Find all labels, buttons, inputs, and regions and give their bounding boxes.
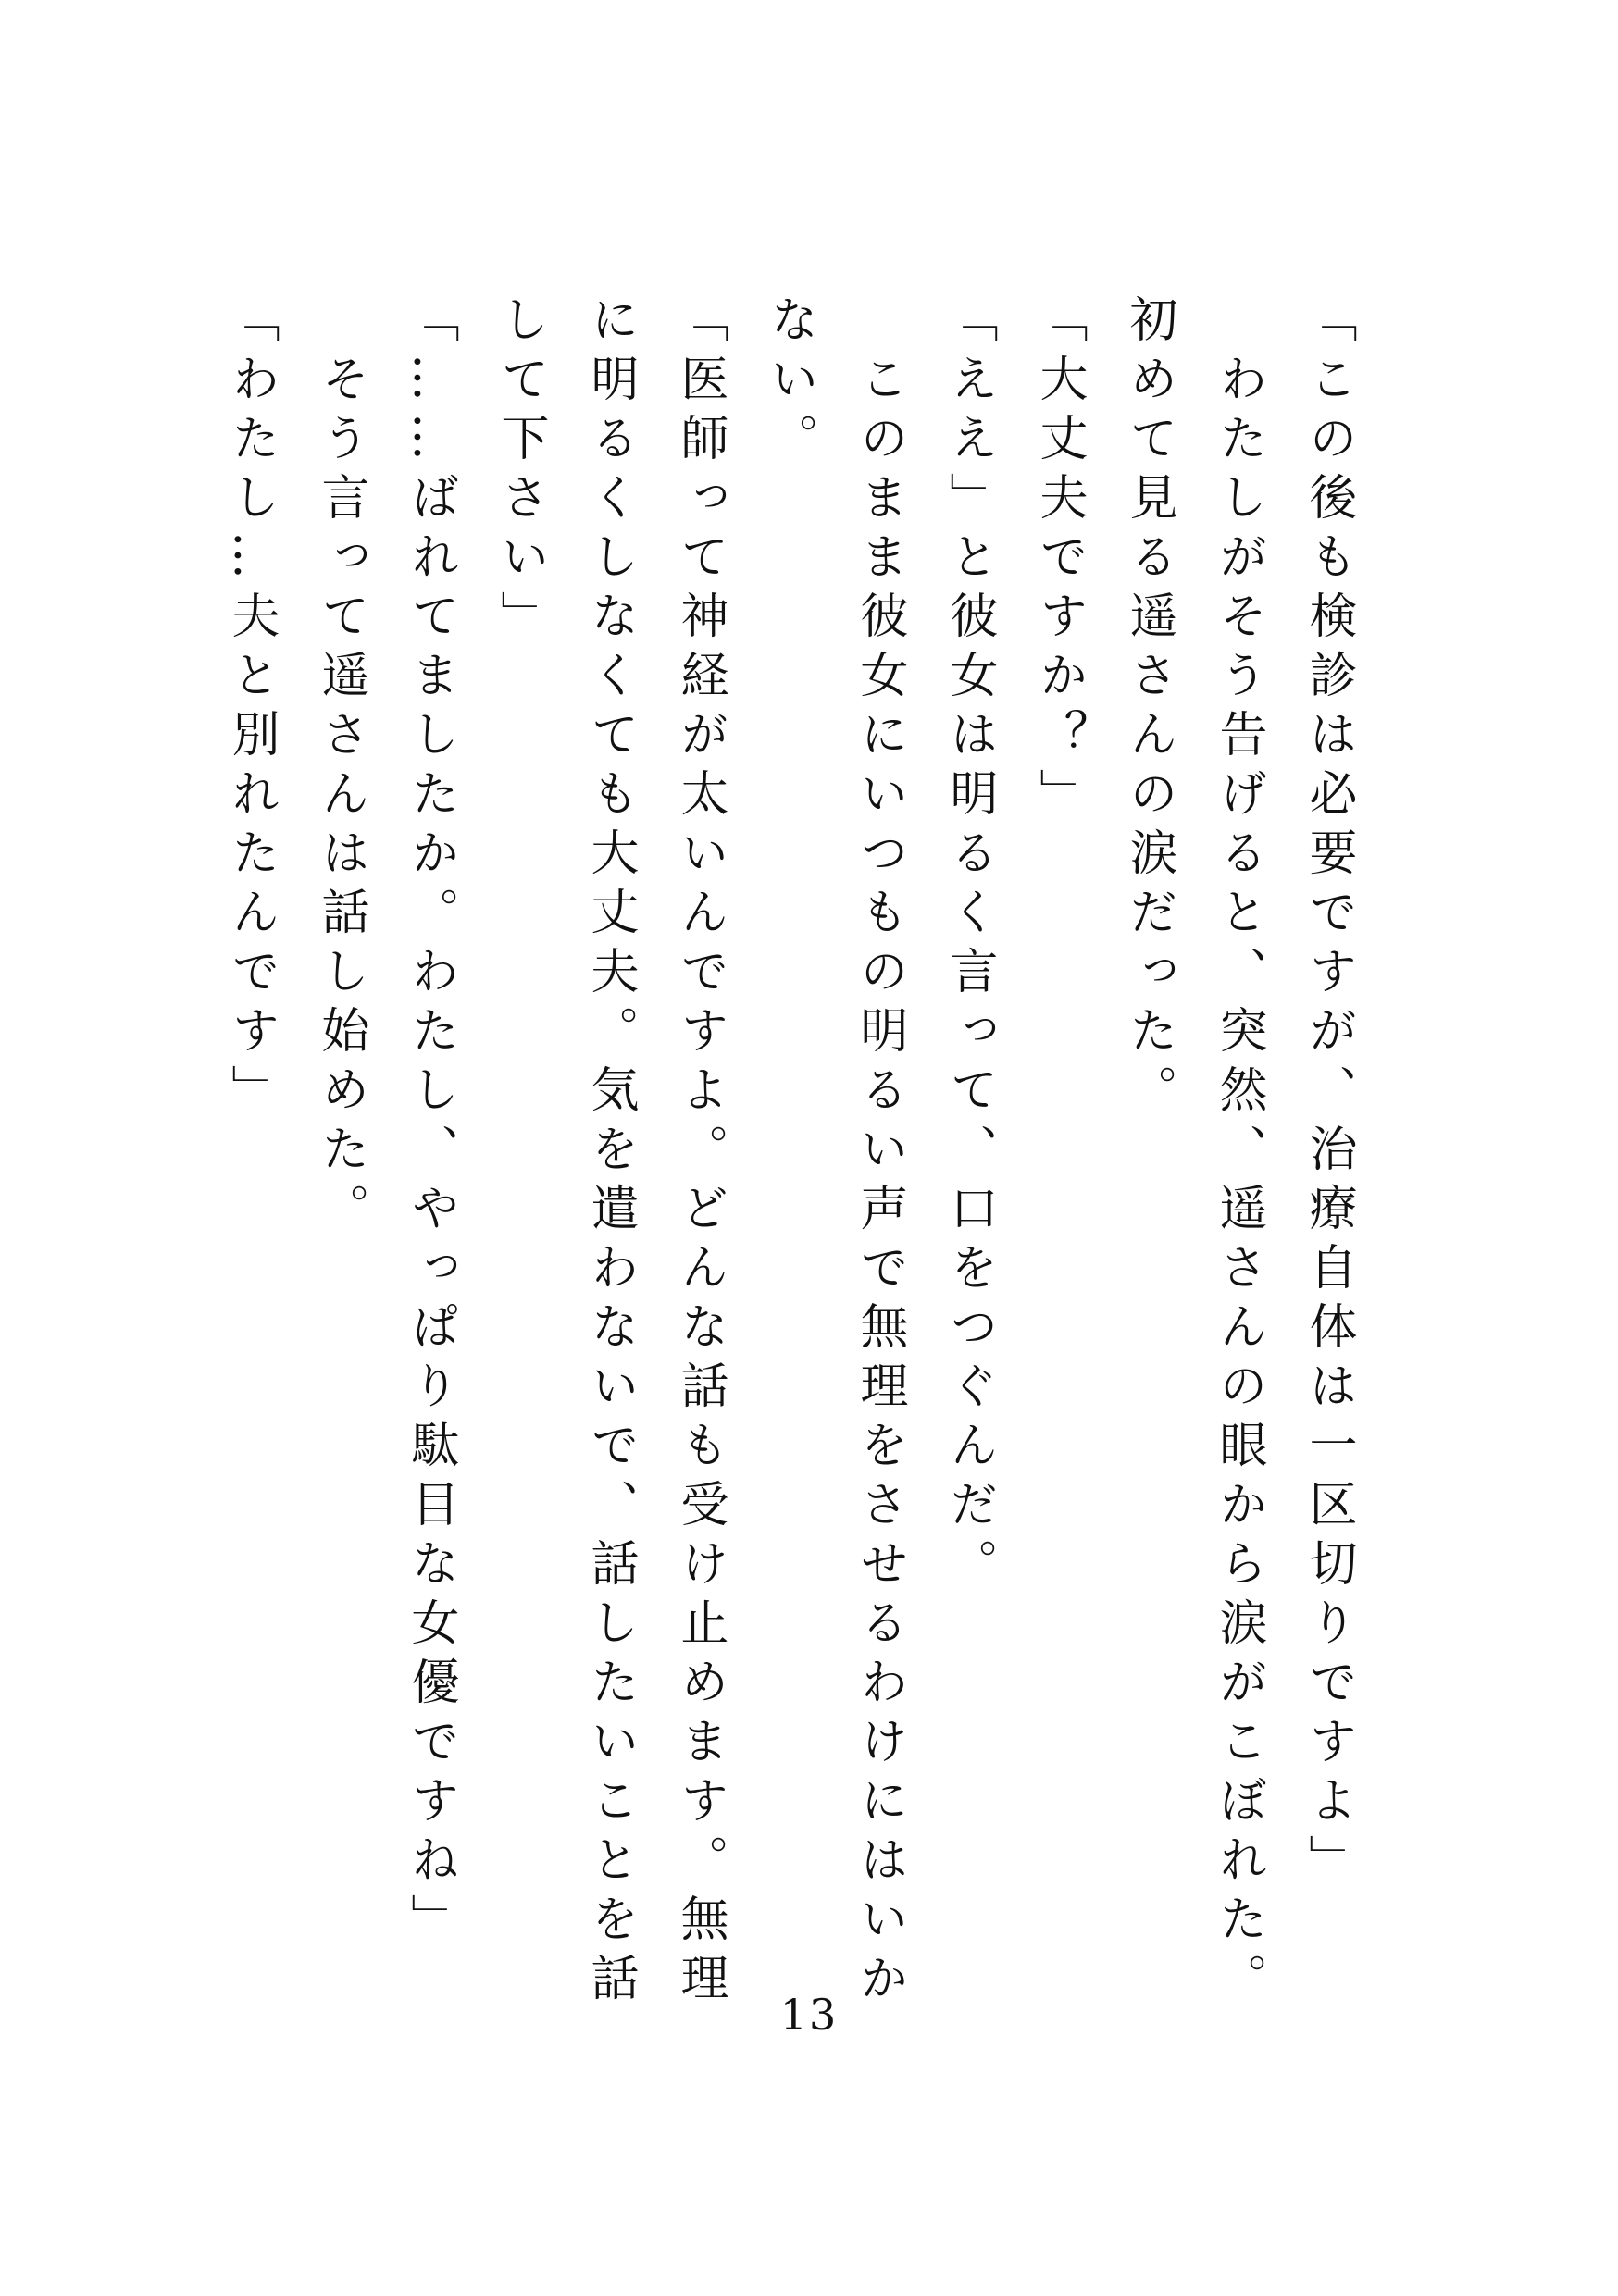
text-line: そう言って遥さんは話し始めた。 <box>313 294 368 1242</box>
page-number: 13 <box>779 1990 839 2040</box>
text-line: 初めて見る遥さんの涙だった。 <box>1121 294 1176 1123</box>
text-line: 「ええ」と彼女は明るく言って、口をつぐんだ。 <box>941 294 997 1597</box>
text-line: このまま彼女にいつもの明るい声で無理をさせるわけにはいかない。 <box>762 294 907 2012</box>
text-line: 「この後も検診は必要ですが、治療自体は一区切りですよ」 <box>1301 294 1356 1893</box>
text-line: 「わたし…夫と別れたんです」 <box>223 294 279 1123</box>
text-line: わたしがそう告げると、突然、遥さんの眼から涙がこぼれた。 <box>1211 294 1266 2012</box>
text-line: 「……ばれてましたか。わたし、やっぱり駄目な女優ですね」 <box>403 294 458 1953</box>
novel-text <box>205 294 1373 2034</box>
text-line: 「大丈夫ですか？」 <box>1031 294 1087 827</box>
text-line: 「医師って神経が太いんですよ。どんな話も受け止めます。無理に明るくしなくても大丈夫。気を遣わないで、話したいことを話して下さい」 <box>492 294 728 2012</box>
